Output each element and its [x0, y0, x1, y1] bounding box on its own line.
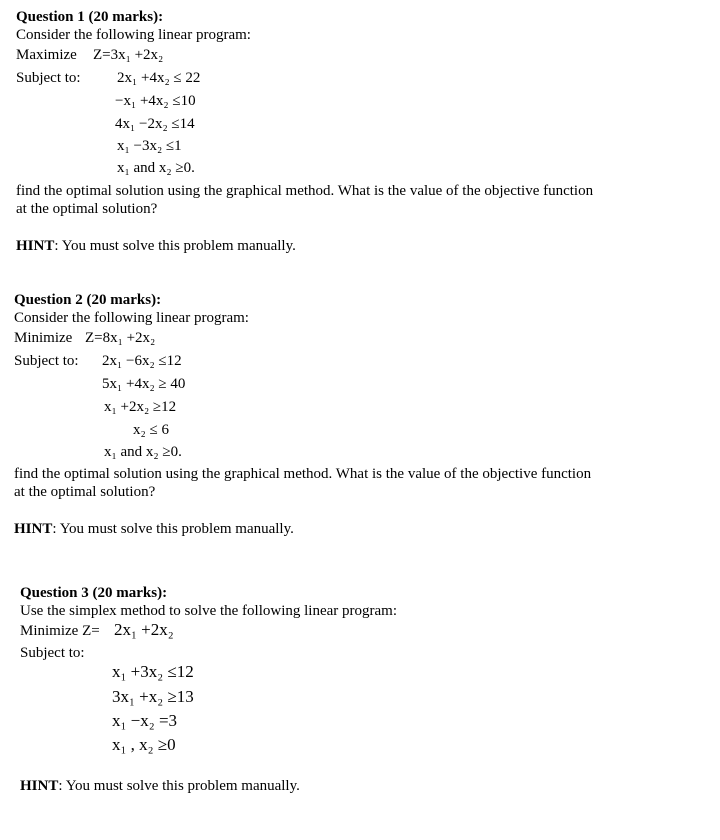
- q1-objective: Z=3x₁ +2x₂: [93, 47, 164, 63]
- q3-hint-label: HINT: [20, 778, 59, 794]
- q2-constraint-1: 2x₁ −6x₂ ≤12: [102, 353, 182, 369]
- q2-constraint-5: x₁ and x₂ ≥0.: [104, 444, 182, 460]
- q2-prompt-line1: find the optimal solution using the graphical method. What is the value of the objective function: [14, 466, 592, 482]
- q1-objective-label: Maximize: [16, 47, 77, 63]
- q1-hint-text: : You must solve this problem manually.: [54, 238, 296, 254]
- q3-objective: 2x₁ +2x₂: [114, 620, 174, 639]
- q1-constraint-1: 2x₁ +4x₂ ≤ 22: [117, 70, 201, 86]
- q1-intro: Consider the following linear program:: [16, 27, 251, 43]
- q3-title: Question 3 (20 marks):: [20, 585, 168, 601]
- q3-constraint-1: x₁ +3x₂ ≤12: [112, 662, 194, 681]
- q2-hint: [14, 520, 294, 538]
- q3-intro: Use the simplex method to solve the following linear program:: [20, 603, 398, 619]
- q2-title: Question 2 (20 marks):: [14, 292, 162, 308]
- q2-constraint-4: x₂ ≤ 6: [133, 422, 169, 438]
- q1-hint: [16, 237, 296, 255]
- q2-objective: Z=8x₁ +2x₂: [85, 330, 156, 346]
- q2-prompt-line2: at the optimal solution?: [14, 484, 156, 500]
- q3-objective-label: Minimize Z=: [20, 623, 100, 639]
- q3-subject-label: Subject to:: [20, 645, 85, 661]
- q2-objective-label: Minimize: [14, 330, 73, 346]
- q3-constraint-3: x₁ −x₂ =3: [112, 711, 178, 730]
- q2-subject-label: Subject to:: [14, 353, 79, 369]
- q1-constraint-2: −x₁ +4x₂ ≤10: [115, 93, 196, 109]
- q1-subject-label: Subject to:: [16, 70, 81, 86]
- q1-constraint-3: 4x₁ −2x₂ ≤14: [115, 116, 195, 132]
- q2-hint-text: : You must solve this problem manually.: [52, 521, 294, 537]
- q1-prompt-line2: at the optimal solution?: [16, 201, 158, 217]
- q3-hint: [20, 777, 300, 795]
- q1-constraint-4: x₁ −3x₂ ≤1: [117, 138, 182, 154]
- q2-hint-label: HINT: [14, 521, 53, 537]
- q1-hint-label: HINT: [16, 238, 55, 254]
- q3-hint-text: : You must solve this problem manually.: [58, 778, 300, 794]
- q2-constraint-2: 5x₁ +4x₂ ≥ 40: [102, 376, 186, 392]
- q1-title: Question 1 (20 marks):: [16, 9, 164, 25]
- q1-prompt-line1: find the optimal solution using the graphical method. What is the value of the objective function: [16, 183, 594, 199]
- q3-constraint-4: x₁ , x₂ ≥0: [112, 735, 176, 754]
- q2-constraint-3: x₁ +2x₂ ≥12: [104, 399, 177, 415]
- q2-intro: Consider the following linear program:: [14, 310, 249, 326]
- q1-constraint-5: x₁ and x₂ ≥0.: [117, 160, 195, 176]
- q3-constraint-2: 3x₁ +x₂ ≥13: [112, 687, 194, 706]
